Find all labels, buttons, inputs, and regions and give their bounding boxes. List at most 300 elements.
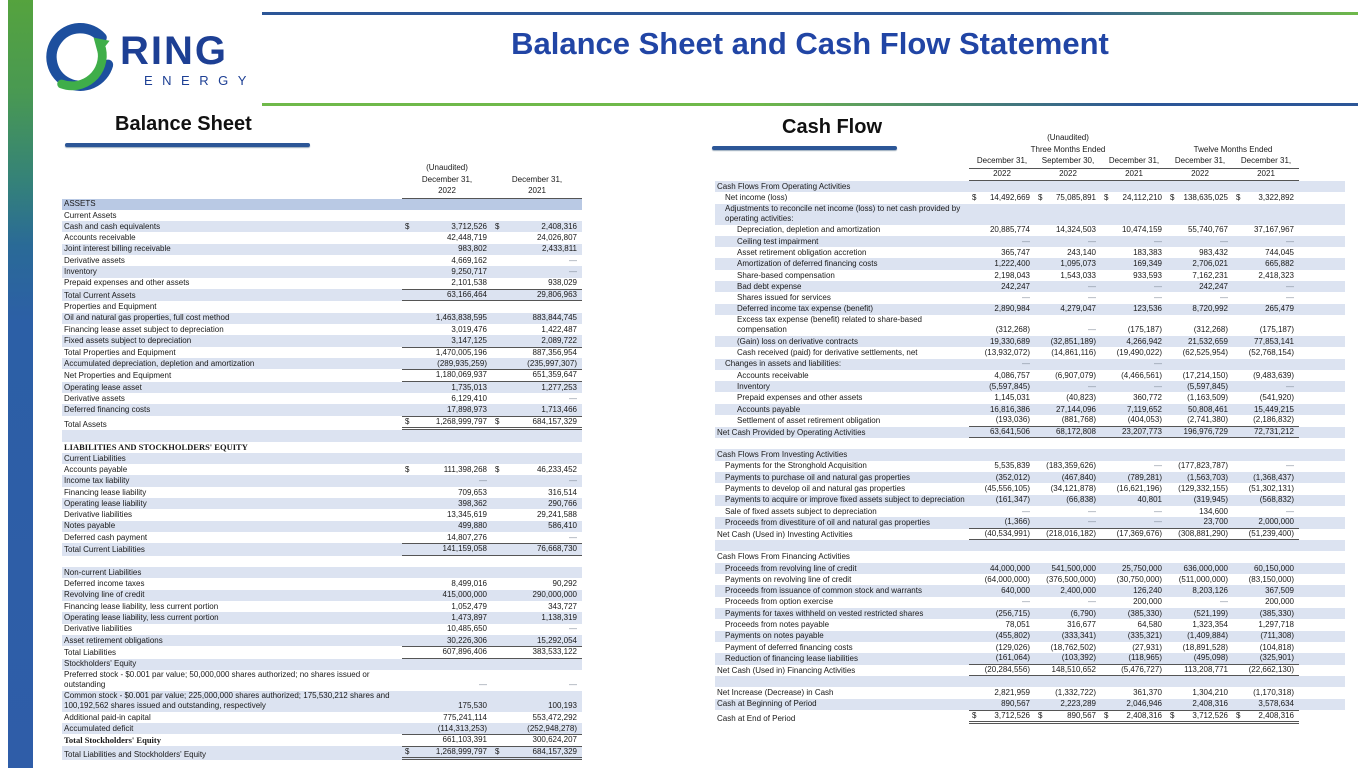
row-label: Oil and natural gas properties, full cost method xyxy=(64,313,230,323)
value-cell: — xyxy=(1035,517,1101,529)
table-row xyxy=(715,461,1345,472)
row-label: Derivative liabilities xyxy=(64,624,133,634)
table-row xyxy=(715,270,1345,281)
value-cell: 709,653 xyxy=(458,487,487,497)
value-cell: (40,823) xyxy=(1066,393,1096,403)
row-label: Cash Flows From Financing Activities xyxy=(717,552,850,562)
value-cell: 60,150,000 xyxy=(1253,563,1294,573)
value-cell: — xyxy=(1220,597,1228,607)
dollar-sign: $ xyxy=(405,746,410,756)
value-cell: 24,026,807 xyxy=(536,233,577,243)
value-cell: 20,885,774 xyxy=(989,225,1030,235)
table-row xyxy=(715,292,1345,303)
value-cell: — xyxy=(1101,517,1167,529)
value-cell: 15,449,215 xyxy=(1253,404,1294,414)
table-row xyxy=(62,624,582,635)
value-cell: 8,720,992 xyxy=(1192,304,1228,314)
value-cell: (18,891,528) xyxy=(1182,642,1228,652)
value-cell: — xyxy=(1022,236,1030,246)
value-cell: 148,510,652 xyxy=(1035,665,1101,677)
value-cell: — xyxy=(569,532,577,542)
row-label: Proceeds from divestiture of oil and natural gas properties xyxy=(725,518,930,528)
row-label: Sale of fixed assets subject to depreciation xyxy=(725,506,877,516)
value-cell: (4,466,561) xyxy=(1121,370,1162,380)
value-cell: 1,095,073 xyxy=(1060,259,1096,269)
value-cell: — xyxy=(1022,506,1030,516)
value-cell: (13,932,072) xyxy=(984,348,1030,358)
value-cell: (333,341) xyxy=(1061,631,1096,641)
value-cell: 63,166,464 xyxy=(402,289,492,302)
value-cell: 183,383 xyxy=(1133,247,1162,257)
value-cell: 316,677 xyxy=(1067,620,1096,629)
table-row xyxy=(715,192,1345,203)
value-cell: 29,241,588 xyxy=(536,510,577,520)
value-cell: 2,890,984 xyxy=(994,304,1030,314)
table-row xyxy=(715,506,1345,517)
value-cell: (183,359,626) xyxy=(1046,461,1096,471)
table-row xyxy=(62,244,582,255)
table-row xyxy=(715,653,1345,665)
cash-flow-group-twelve-months: Twelve Months Ended xyxy=(1193,144,1273,154)
balance-sheet-heading: Balance Sheet xyxy=(115,113,252,135)
value-cell: (881,768) xyxy=(1035,415,1101,427)
table-row xyxy=(62,543,582,556)
table-row xyxy=(715,597,1345,608)
row-label: Common stock - $0.001 par value; 225,000,000 shares authorized; 175,530,212 shares and 100,192,562 shares issued and outstanding, respectively xyxy=(64,690,390,711)
row-label: Cash Flows From Investing Activities xyxy=(717,450,848,460)
table-row xyxy=(62,221,582,232)
cash-flow-column-dates xyxy=(715,156,1345,169)
value-cell: 2,089,722 xyxy=(541,336,577,346)
table-row xyxy=(715,359,1345,370)
table-row xyxy=(62,475,582,486)
row-label: Proceeds from notes payable xyxy=(725,620,830,629)
value-cell: (312,268) xyxy=(995,325,1030,335)
table-row xyxy=(62,301,582,312)
row-label: Stockholders' Equity xyxy=(64,659,137,669)
value-cell: (129,026) xyxy=(995,642,1030,652)
value-cell: 933,593 xyxy=(1133,270,1162,280)
value-cell: (711,308) xyxy=(1260,631,1294,641)
table-row xyxy=(62,659,582,670)
value-cell: 25,750,000 xyxy=(1121,563,1162,573)
value-cell: 367,509 xyxy=(1265,586,1294,596)
row-label: Cash at Beginning of Period xyxy=(717,699,817,709)
row-label: Total Assets xyxy=(64,419,107,429)
table-row xyxy=(715,247,1345,258)
value-cell: 17,898,973 xyxy=(446,405,487,415)
value-cell: $ 14,492,669 xyxy=(969,193,1035,204)
value-cell: 2,418,323 xyxy=(1258,270,1294,280)
value-cell: 1,180,069,937 xyxy=(402,369,492,382)
value-cell: (252,948,278) xyxy=(527,723,577,733)
table-row xyxy=(715,281,1345,292)
value-cell: 126,240 xyxy=(1133,586,1162,596)
value-cell: (104,818) xyxy=(1259,642,1294,652)
value-cell: 361,370 xyxy=(1133,688,1162,698)
value-cell: (5,597,845) xyxy=(989,381,1030,391)
spacer-row xyxy=(715,676,1345,687)
table-row xyxy=(62,266,582,277)
value-cell: — xyxy=(1286,293,1294,303)
value-cell: 383,533,122 xyxy=(492,646,582,659)
value-cell: (52,768,154) xyxy=(1248,348,1294,358)
column-header: December 31, xyxy=(1233,156,1299,169)
value-cell: (83,150,000) xyxy=(1248,574,1294,584)
table-row xyxy=(715,551,1345,562)
row-label: Revolving line of credit xyxy=(64,590,145,600)
cash-flow-column-years xyxy=(715,169,1345,182)
value-cell: 661,103,391 xyxy=(402,734,492,746)
row-label: LIABILITIES AND STOCKHOLDERS' EQUITY xyxy=(64,442,248,453)
table-row xyxy=(715,608,1345,619)
balance-sheet-rows xyxy=(62,199,582,761)
value-cell: (45,556,105) xyxy=(984,484,1030,494)
column-header: December 31, xyxy=(969,156,1035,169)
column-header: 2021 xyxy=(1101,169,1167,182)
value-cell: (51,239,400) xyxy=(1233,529,1299,541)
value-cell: (335,321) xyxy=(1127,631,1162,641)
value-cell: 10,474,159 xyxy=(1121,225,1162,235)
value-cell: (18,762,502) xyxy=(1050,642,1096,652)
table-row xyxy=(715,381,1345,392)
table-row xyxy=(62,521,582,532)
value-cell: (22,662,130) xyxy=(1233,665,1299,677)
cash-flow-rows xyxy=(715,181,1345,724)
cash-flow-unaudited-note: (Unaudited) xyxy=(1047,133,1089,142)
value-cell: 10,485,650 xyxy=(446,624,487,634)
value-cell: 40,801 xyxy=(1137,495,1162,505)
table-row xyxy=(62,487,582,498)
table-row xyxy=(715,631,1345,642)
value-cell: $ 1,268,999,797 xyxy=(402,416,492,431)
table-row xyxy=(62,347,582,359)
value-cell: $ 684,157,329 xyxy=(492,416,582,431)
value-cell: $ 2,408,316 xyxy=(1101,710,1167,725)
value-cell: 1,543,033 xyxy=(1060,270,1096,280)
table-row xyxy=(62,635,582,646)
dollar-sign: $ xyxy=(1236,193,1241,203)
table-row xyxy=(62,255,582,266)
left-gradient-bar xyxy=(8,0,33,768)
row-label: Adjustments to reconcile net income (loss) to net cash provided by operating activities: xyxy=(725,203,961,224)
value-cell: — xyxy=(1154,359,1162,369)
column-header: December 31, xyxy=(1101,156,1167,169)
table-row xyxy=(62,369,582,382)
value-cell: 2,408,316 xyxy=(1192,699,1228,709)
value-cell: 7,162,231 xyxy=(1192,270,1228,280)
value-cell: 37,167,967 xyxy=(1253,225,1294,235)
spacer-row xyxy=(62,430,582,441)
value-cell: (32,851,189) xyxy=(1050,336,1096,346)
row-label: Cash received (paid) for derivative settlements, net xyxy=(737,348,918,358)
value-cell: 21,532,659 xyxy=(1187,336,1228,346)
row-label: Income tax liability xyxy=(64,476,130,486)
value-cell: 42,448,719 xyxy=(446,233,487,243)
value-cell: (495,098) xyxy=(1167,653,1233,665)
value-cell: (1,332,722) xyxy=(1055,688,1096,698)
dollar-sign: $ xyxy=(405,221,410,231)
value-cell: 8,203,126 xyxy=(1192,586,1228,596)
row-label: Total Properties and Equipment xyxy=(64,347,176,357)
value-cell: — xyxy=(1154,236,1162,246)
value-cell: $ 46,233,452 xyxy=(492,465,582,476)
column-header: December 31, xyxy=(1167,156,1233,169)
table-row xyxy=(62,404,582,415)
value-cell: (404,053) xyxy=(1101,415,1167,427)
balance-sheet-heading-rule xyxy=(65,143,310,147)
spacer-row xyxy=(715,540,1345,551)
row-label: Operating lease liability, less current portion xyxy=(64,613,219,622)
value-cell: — xyxy=(1154,381,1162,391)
table-row xyxy=(715,710,1345,725)
value-cell: 90,292 xyxy=(552,579,577,589)
value-cell: 2,821,959 xyxy=(994,688,1030,698)
value-cell: 14,807,276 xyxy=(446,532,487,542)
table-row xyxy=(62,723,582,734)
value-cell: — xyxy=(1088,281,1096,291)
value-cell: (376,500,000) xyxy=(1046,574,1096,584)
dollar-sign: $ xyxy=(495,464,500,474)
table-row xyxy=(715,585,1345,596)
table-row xyxy=(62,646,582,659)
row-label: Share-based compensation xyxy=(737,270,835,280)
value-cell: (20,284,556) xyxy=(969,665,1035,677)
value-cell: (511,000,000) xyxy=(1178,574,1228,584)
table-row xyxy=(715,315,1345,336)
value-cell: 1,297,718 xyxy=(1258,620,1294,629)
value-cell: 29,806,963 xyxy=(492,289,582,302)
table-row xyxy=(62,590,582,601)
value-cell: — xyxy=(1154,293,1162,303)
value-cell: 196,976,729 xyxy=(1167,427,1233,439)
row-label: Cash Flows From Operating Activities xyxy=(717,181,851,191)
row-label: Total Stockholders' Equity xyxy=(64,735,161,746)
value-cell: — xyxy=(1220,293,1228,303)
value-cell: 983,802 xyxy=(458,244,487,254)
value-cell: (789,281) xyxy=(1127,472,1162,482)
row-label: Current Assets xyxy=(64,210,117,220)
value-cell: (14,861,116) xyxy=(1051,348,1096,358)
table-row xyxy=(715,449,1345,460)
value-cell: — xyxy=(479,476,487,486)
value-cell: 1,422,487 xyxy=(541,324,577,334)
value-cell: (218,016,182) xyxy=(1035,529,1101,541)
row-label: Non-current Liabilities xyxy=(64,567,142,577)
table-row xyxy=(715,304,1345,315)
cash-flow-heading: Cash Flow xyxy=(782,116,883,138)
value-cell: 1,138,319 xyxy=(541,613,577,622)
row-label: Derivative assets xyxy=(64,393,125,403)
table-row xyxy=(62,278,582,289)
value-cell: (289,935,259) xyxy=(437,358,487,368)
row-label: Payment of deferred financing costs xyxy=(725,642,853,652)
value-cell: (1,170,318) xyxy=(1253,688,1294,698)
value-cell: — xyxy=(1022,359,1030,369)
value-cell: (325,901) xyxy=(1233,653,1299,665)
row-label: Proceeds from revolving line of credit xyxy=(725,563,857,573)
value-cell: (34,121,878) xyxy=(1050,484,1096,494)
table-row xyxy=(62,509,582,520)
table-row xyxy=(62,289,582,302)
table-row xyxy=(715,642,1345,653)
row-label: Net Increase (Decrease) in Cash xyxy=(717,688,834,698)
table-row xyxy=(715,225,1345,236)
value-cell: $ 3,712,526 xyxy=(969,710,1035,725)
value-cell: 9,250,717 xyxy=(451,267,487,277)
row-label: Changes in assets and liabilities: xyxy=(725,359,842,369)
value-cell: (541,920) xyxy=(1259,393,1294,403)
row-label: Accumulated depreciation, depletion and amortization xyxy=(64,358,255,368)
page-title: Balance Sheet and Cash Flow Statement xyxy=(511,26,1109,61)
value-cell: $ 3,712,526 xyxy=(1167,710,1233,725)
value-cell: 243,140 xyxy=(1067,247,1096,257)
value-cell: 76,668,730 xyxy=(492,543,582,556)
value-cell: (1,563,703) xyxy=(1187,472,1228,482)
table-row xyxy=(62,601,582,612)
value-cell: (467,840) xyxy=(1061,472,1096,482)
value-cell: — xyxy=(1154,506,1162,516)
value-cell: — xyxy=(1286,506,1294,516)
value-cell: — xyxy=(1154,281,1162,291)
value-cell: (103,392) xyxy=(1035,653,1101,665)
table-row xyxy=(62,358,582,369)
value-cell: 1,222,400 xyxy=(994,259,1030,269)
value-cell: $ 3,322,892 xyxy=(1233,193,1299,204)
value-cell: 200,000 xyxy=(1133,597,1162,607)
row-label: Deferred cash payment xyxy=(64,532,148,542)
table-row xyxy=(715,427,1345,439)
value-cell: — xyxy=(1286,461,1294,471)
value-cell: 499,880 xyxy=(458,521,487,531)
column-header: 2022 xyxy=(402,186,492,199)
value-cell: 30,226,306 xyxy=(446,635,487,645)
row-label: Net Properties and Equipment xyxy=(64,371,172,381)
table-row xyxy=(715,483,1345,494)
value-cell: $ 2,408,316 xyxy=(492,222,582,233)
dollar-sign: $ xyxy=(1104,710,1109,720)
row-label: Ceiling test impairment xyxy=(737,236,819,246)
value-cell: 290,000,000 xyxy=(532,590,577,600)
table-row xyxy=(62,442,582,453)
value-cell: 541,500,000 xyxy=(1051,563,1096,573)
value-cell: (5,597,845) xyxy=(1187,381,1228,391)
value-cell: 16,816,386 xyxy=(989,404,1030,414)
value-cell: $ 111,398,268 xyxy=(402,465,492,476)
value-cell: — xyxy=(1286,281,1294,291)
row-label: Payments to develop oil and natural gas properties xyxy=(725,484,906,494)
dollar-sign: $ xyxy=(495,221,500,231)
row-label: Cash and cash equivalents xyxy=(64,221,161,231)
value-cell: (19,490,022) xyxy=(1116,348,1162,358)
table-row xyxy=(715,665,1345,677)
dollar-sign: $ xyxy=(405,464,410,474)
value-cell: (27,931) xyxy=(1132,642,1162,652)
row-label: Amortization of deferred financing costs xyxy=(737,259,878,269)
table-row xyxy=(62,712,582,723)
row-label: Properties and Equipment xyxy=(64,302,157,312)
value-cell: 586,410 xyxy=(548,521,577,531)
value-cell: — xyxy=(569,624,577,634)
row-label: Payments for the Stronghold Acquisition xyxy=(725,461,867,471)
value-cell: 44,000,000 xyxy=(989,563,1030,573)
row-label: Prepaid expenses and other assets xyxy=(737,393,863,403)
row-label: Net Cash Provided by Operating Activities xyxy=(717,427,866,437)
row-label: Fixed assets subject to depreciation xyxy=(64,336,192,346)
value-cell: (6,907,079) xyxy=(1055,370,1096,380)
value-cell: 123,536 xyxy=(1133,304,1162,314)
value-cell: 1,323,354 xyxy=(1192,620,1228,629)
row-label: Net income (loss) xyxy=(725,193,788,203)
table-row xyxy=(62,464,582,475)
column-header: 2022 xyxy=(1167,169,1233,182)
value-cell: 27,144,096 xyxy=(1055,404,1096,414)
row-label: Depreciation, depletion and amortization xyxy=(737,225,881,235)
row-label: Proceeds from issuance of common stock and warrants xyxy=(725,586,922,596)
value-cell: 938,029 xyxy=(548,278,577,288)
value-cell: — xyxy=(569,680,577,690)
row-label: Payments to purchase oil and natural gas properties xyxy=(725,472,910,482)
value-cell: (114,313,253) xyxy=(437,723,487,733)
value-cell: 4,266,942 xyxy=(1126,336,1162,346)
value-cell: (319,945) xyxy=(1193,495,1228,505)
value-cell: (129,332,155) xyxy=(1178,484,1228,494)
row-label: Net Cash (Used in) Investing Activities xyxy=(717,529,853,539)
value-cell: 5,535,839 xyxy=(994,461,1030,471)
value-cell: 77,853,141 xyxy=(1253,336,1294,346)
value-cell: (9,483,639) xyxy=(1253,370,1294,380)
table-row xyxy=(715,181,1345,192)
value-cell: 316,514 xyxy=(548,487,577,497)
table-row xyxy=(715,574,1345,585)
value-cell: (256,715) xyxy=(995,608,1030,618)
value-cell: (455,802) xyxy=(995,631,1030,641)
logo-name: RING xyxy=(120,29,228,73)
row-label: Operating lease liability xyxy=(64,498,147,508)
row-label: Deferred income taxes xyxy=(64,579,145,589)
value-cell: (2,186,832) xyxy=(1233,415,1299,427)
row-label: Accounts payable xyxy=(64,464,128,474)
balance-sheet-unaudited-note: (Unaudited) xyxy=(426,163,468,172)
value-cell: (161,347) xyxy=(995,495,1030,505)
value-cell: 1,735,013 xyxy=(451,382,487,392)
row-label: Shares issued for services xyxy=(737,293,831,303)
row-label: Financing lease liability xyxy=(64,487,147,497)
row-label: Deferred financing costs xyxy=(64,405,151,415)
dollar-sign: $ xyxy=(972,193,977,203)
table-row xyxy=(62,746,582,761)
row-label: Asset retirement obligations xyxy=(64,635,163,645)
value-cell: 169,349 xyxy=(1133,259,1162,269)
row-label: Total Current Liabilities xyxy=(64,545,145,555)
value-cell: 141,159,058 xyxy=(402,543,492,556)
value-cell: 890,567 xyxy=(1001,699,1030,709)
table-row xyxy=(62,232,582,243)
table-row xyxy=(62,416,582,431)
table-row xyxy=(715,517,1345,529)
value-cell: 4,279,047 xyxy=(1060,304,1096,314)
value-cell: $ 1,268,999,797 xyxy=(402,746,492,761)
value-cell: 887,356,954 xyxy=(492,347,582,359)
dollar-sign: $ xyxy=(1104,193,1109,203)
table-row xyxy=(715,347,1345,358)
value-cell: 607,896,406 xyxy=(402,646,492,659)
value-cell: 360,772 xyxy=(1133,393,1162,403)
table-row xyxy=(715,687,1345,698)
value-cell: (177,823,787) xyxy=(1178,461,1228,471)
value-cell: 415,000,000 xyxy=(442,590,487,600)
value-cell: 1,277,253 xyxy=(541,382,577,392)
